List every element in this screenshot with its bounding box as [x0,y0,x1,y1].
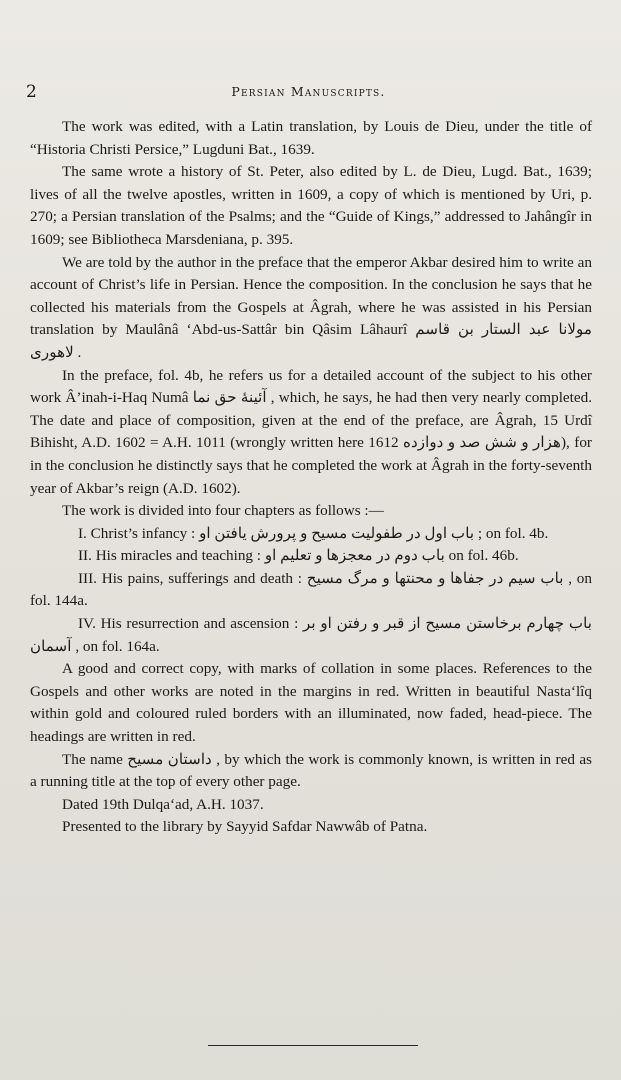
running-title: Persian Manuscripts. [231,84,386,99]
paragraph-preface-date: In the preface, fol. 4b, he refers us for a detailed account of the subject to his other work Â’inah-i-Haq Numâ آئینهٔ حق نما , which, he says, he had then very nearly completed. The date and place of composition, given at the end of the preface, are Âgrah, 15 Urdî Bihisht, A.D. 1602 = A.H. 1011 (wrongly written here 1612 هزار و شش صد و دوازده), for in the conclusion he distinctly says that he completed the work at Âgrah in the forty-seventh year of Akbar’s reign (A.D. 1602). [30,366,593,497]
chapter-4: IV. His resurrection and ascension : باب چهارم برخاستن مسیح از قبر و رفتن او بر آسمان , on fol. 164a. [30,615,592,655]
paragraph-copy-description: A good and correct copy, with marks of collation in some places. References to the Gospels and other works are noted in the margins in red. Written in beautiful Nasta‘lîq within gold and coloured ruled borders with an illuminated, now faded, head-piece. The headings are written in red. [30,660,592,746]
paragraph-other-works: The same wrote a history of St. Peter, also edited by L. de Dieu, Lugd. Bat., 1639; lives of all the twelve apostles, written in 1609, a copy of which is mentioned by Uri, p. 270; a Persian translation of the Psalms; and the “Guide of Kings,” addressed to Jahângîr in 1609; see Bibliotheca Marsdeniana, p. 395. [30,163,592,248]
page-body [30,116,592,839]
paragraph-preface-author: We are told by the author in the preface that the emperor Akbar desired him to write an account of Christ’s life in Persian. Hence the composition. In the conclusion he says that he collected his materials from the Gospels at Âgrah, where he was assisted in his Persian translation by Maulânâ ‘Abd-us-Sattâr bin Qâsim Lâhaurî مولانا عبد الستار بن قاسم لاهوری . [30,253,592,361]
chapter-1: I. Christ’s infancy : باب اول در طفولیت مسیح و پرورش یافتن او ; on fol. 4b. [78,524,549,542]
closing-rule [208,1045,418,1046]
paragraph-chapters-intro: The work is divided into four chapters as follows :— [62,502,384,520]
paragraph-edition: The work was edited, with a Latin translation, by Louis de Dieu, under the title of “Historia Christi Persice,” Lugduni Bat., 1639. [30,118,592,158]
paragraph-presented: Presented to the library by Sayyid Safdar Nawwâb of Patna. [62,818,428,836]
paragraph-running-title: The name داستان مسیح , by which the work is commonly known, is written in red as a running title at the top of every other page. [30,750,592,791]
page-header [26,82,591,102]
page-number: 2 [26,82,37,102]
chapter-2: II. His miracles and teaching : باب دوم در معجزها و تعلیم او on fol. 46b. [78,547,519,565]
chapter-3: III. His pains, sufferings and death : باب سیم در جفاها و محنتها و مرگ مسیح , on fol. 144a. [30,569,592,610]
paragraph-dated: Dated 19th Dulqa‘ad, A.H. 1037. [62,795,264,813]
